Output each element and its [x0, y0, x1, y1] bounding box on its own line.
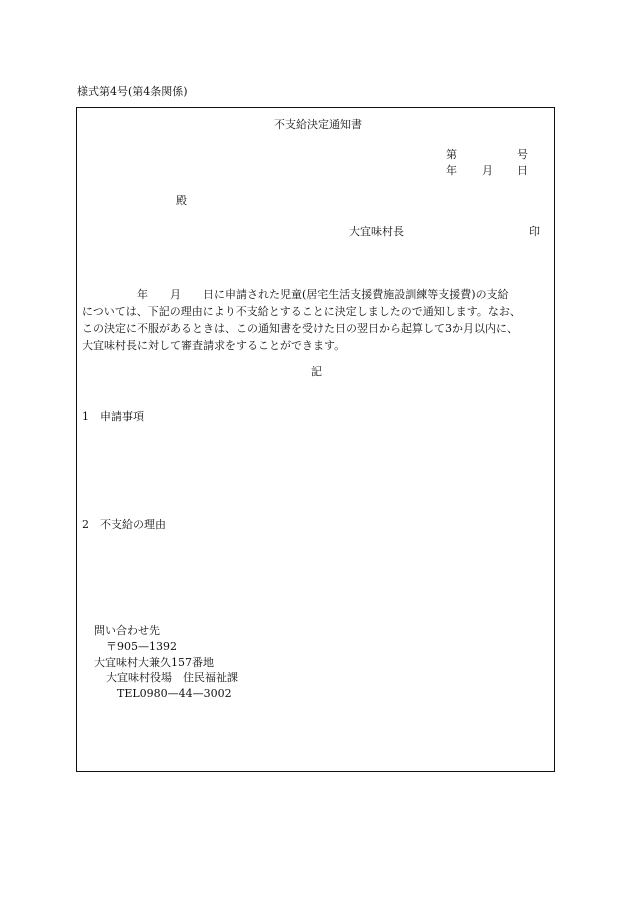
seal-mark: 印 — [529, 225, 540, 238]
body-line: 大宜味村長に対して審査請求をすることができます。 — [82, 339, 346, 352]
addressee-honorific: 殿 — [176, 194, 187, 207]
contact-office: 大宜味村役場 住民福祉課 — [106, 671, 238, 684]
section-reason: 2 不支給の理由 — [82, 518, 166, 531]
contact-heading: 問い合わせ先 — [94, 624, 160, 637]
notice-body — [82, 286, 552, 354]
body-line: この決定に不服があるときは、この通知書を受けた日の翌日から起算して3か月以内に、 — [82, 322, 518, 335]
form-number-label: 様式第4号(第4条関係) — [77, 85, 188, 98]
contact-tel: TEL0980—44—3002 — [117, 687, 232, 700]
document-title: 不支給決定通知書 — [274, 118, 362, 131]
section-application-items: 1 申請事項 — [82, 410, 144, 423]
number-prefix: 第 — [446, 148, 457, 161]
date-day: 日 — [517, 164, 528, 177]
date-year: 年 — [446, 164, 457, 177]
body-line: 年 月 日に申請された児童(居宅生活支援費施設訓練等支援費)の支給 — [82, 288, 509, 301]
contact-postal: 〒905—1392 — [106, 640, 177, 653]
issuer-name: 大宜味村長 — [349, 225, 404, 238]
ki-heading: 記 — [311, 365, 322, 378]
body-line: については、下記の理由により不支給とすることに決定しましたので通知します。なお、 — [82, 305, 521, 318]
contact-address: 大宜味村大兼久157番地 — [94, 656, 214, 669]
date-month: 月 — [482, 164, 493, 177]
number-suffix: 号 — [517, 148, 528, 161]
